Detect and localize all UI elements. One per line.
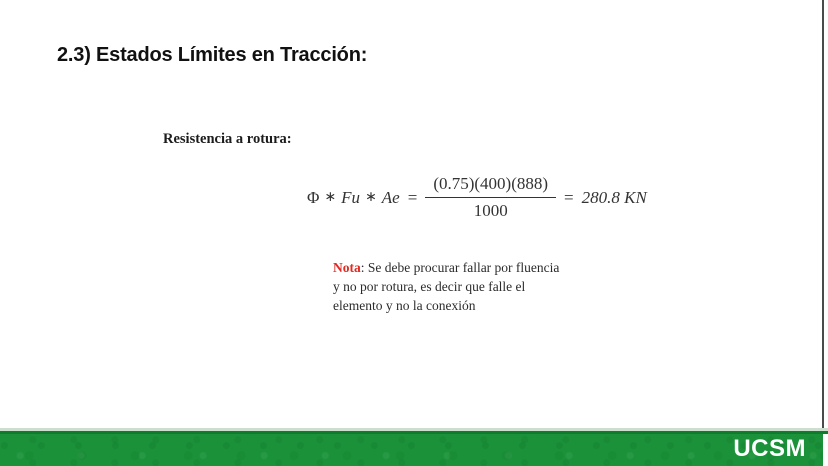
footer-green-band	[0, 434, 823, 466]
formula-equals-sign: =	[564, 187, 574, 207]
formula-result: 280.8 KN	[581, 187, 647, 207]
note-label: Nota	[333, 260, 361, 275]
right-edge-rule	[822, 0, 824, 431]
formula-phi-symbol: Φ	[307, 187, 320, 207]
note-line: elemento y no la conexión	[333, 298, 476, 313]
note-block	[333, 258, 618, 315]
formula-equals-sign: =	[407, 187, 418, 207]
formula-multiply-operator: ∗	[324, 190, 337, 205]
formula-fraction	[425, 174, 556, 221]
note-line: y no por rotura, es decir que falle el	[333, 279, 526, 294]
formula-multiply-operator: ∗	[365, 190, 377, 205]
page-title: 2.3) Estados Límites en Tracción:	[57, 44, 368, 66]
fraction-denominator: 1000	[473, 201, 508, 220]
note-line-1-text: : Se debe procurar fallar por fluencia	[360, 260, 560, 275]
section-heading: Resistencia a rotura:	[163, 131, 292, 147]
footer-bar	[0, 428, 828, 466]
formula	[307, 174, 647, 221]
ucsm-logo: UCSM	[733, 434, 806, 462]
formula-var-ae: Ae	[381, 187, 400, 207]
note-line	[333, 258, 618, 277]
fraction-numerator: (0.75)(400)(888)	[425, 174, 556, 198]
formula-var-fu: Fu	[341, 187, 361, 207]
